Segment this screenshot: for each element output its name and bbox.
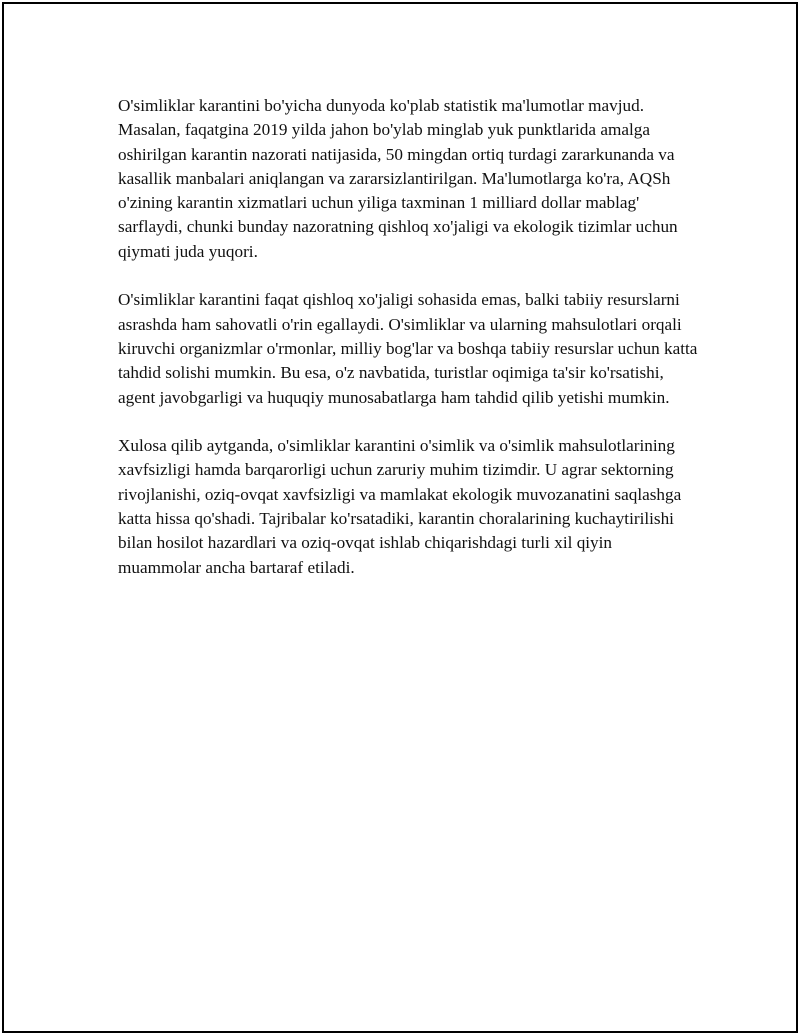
paragraph-natural-resources: O'simliklar karantini faqat qishloq xo'jaligi sohasida emas, balki tabiiy resurslarni asrashda ham sahovatli o'rin egallaydi. O'simliklar va ularning mahsulotlari orqali kiruvchi organizmlar o'rmonlar, milliy bog'lar va boshqa tabiiy resurslar uchun katta tahdid solishi mumkin. Bu esa, o'z navbatida, turistlar oqimiga ta'sir ko'rsatishi, agent javobgarligi va huquqiy munosabatlarga ham tahdid qilib yetishi mumkin. — [118, 290, 698, 407]
paragraph-conclusion: Xulosa qilib aytganda, o'simliklar karantini o'simlik va o'simlik mahsulotlarining xavfsizligi hamda barqarorligi uchun zaruriy muhim tizimdir. U agrar sektorning rivojlanishi, oziq-ovqat xavfsizligi va mamlakat ekologik muvozanatini saqlashga katta hissa qo'shadi. Tajribalar ko'rsatadiki, karantin choralarining kuchaytirilishi bilan hosilot hazardlari va oziq-ovqat ishlab chiqarishdagi turli xil qiyin muammolar ancha bartaraf etiladi. — [118, 436, 682, 577]
document-page — [2, 2, 798, 1033]
document-body — [118, 94, 698, 604]
paragraph-statistics: O'simliklar karantini bo'yicha dunyoda ko'plab statistik ma'lumotlar mavjud. Masalan, faqatgina 2019 yilda jahon bo'ylab minglab yuk punktlarida amalga oshirilgan karantin nazorati natijasida, 50 mingdan ortiq turdagi zararkunanda va kasallik manbalari aniqlangan va zararsizlantirilgan. Ma'lumotlarga ko'ra, AQSh o'zining karantin xizmatlari uchun yiliga taxminan 1 milliard dollar mablag' sarflaydi, chunki bunday nazoratning qishloq xo'jaligi va ekologik tizimlar uchun qiymati juda yuqori. — [118, 96, 678, 261]
